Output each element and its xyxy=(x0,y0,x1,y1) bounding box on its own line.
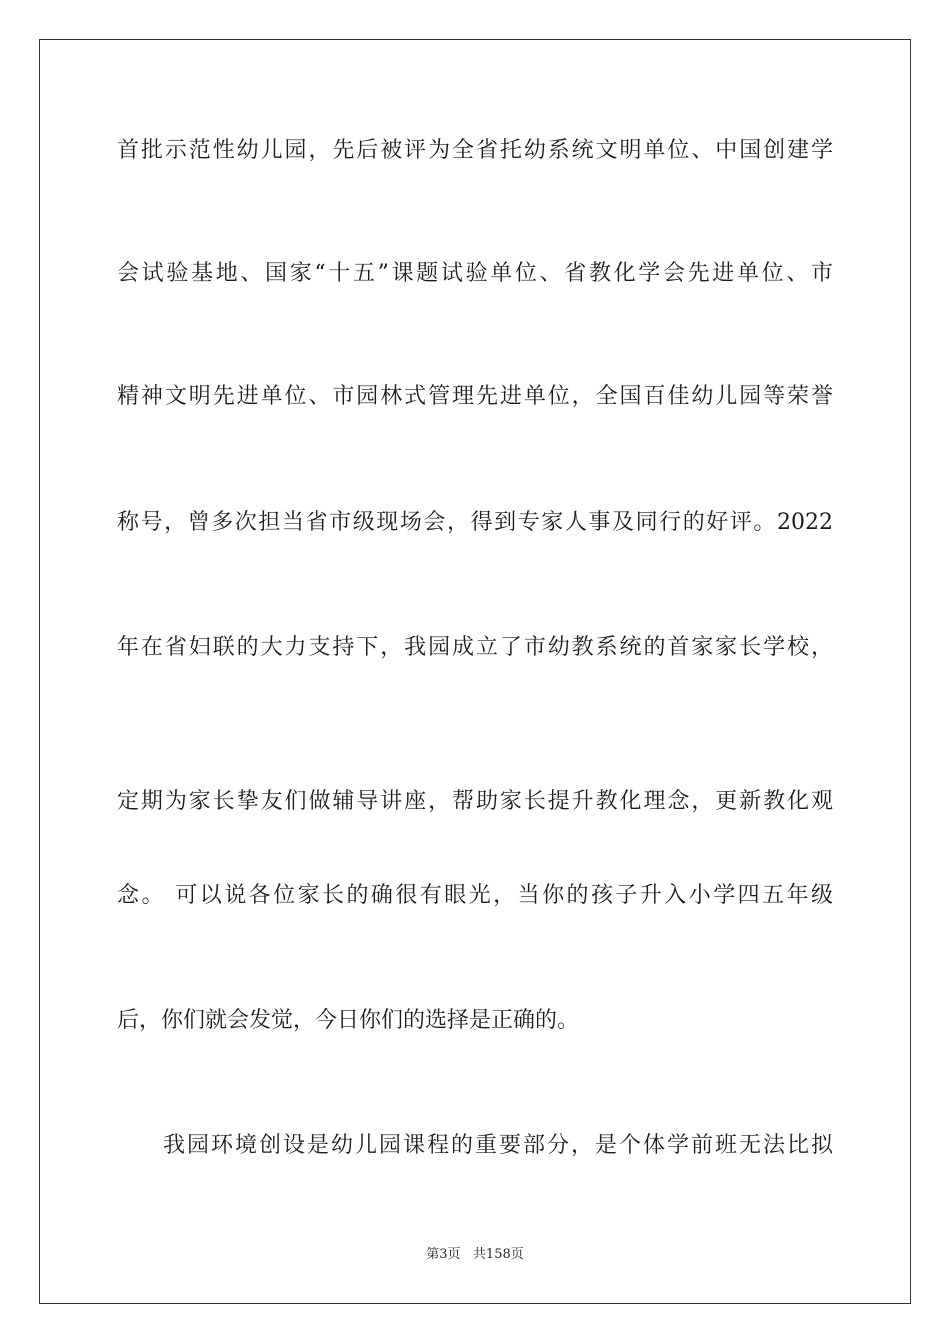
body-text-line-5: 年在省妇联的大力支持下，我园成立了市幼教系统的首家家长学校， xyxy=(117,635,833,660)
body-text-line-7: 念。 可以说各位家长的确很有眼光，当你的孩子升入小学四五年级 xyxy=(117,883,833,908)
body-text-line-1: 首批示范性幼儿园，先后被评为全省托幼系统文明单位、中国创建学 xyxy=(117,138,833,163)
body-text-line-3: 精神文明先进单位、市园林式管理先进单位，全国百佳幼儿园等荣誉 xyxy=(117,384,833,409)
body-text-line-2: 会试验基地、国家“十五”课题试验单位、省教化学会先进单位、市 xyxy=(117,261,833,286)
body-text-line-4: 称号，曾多次担当省市级现场会，得到专家人事及同行的好评。2022 xyxy=(117,510,833,535)
body-text-line-8: 后，你们就会发觉，今日你们的选择是正确的。 xyxy=(117,1008,580,1033)
page-number-footer: 第3页 共158页 xyxy=(426,1247,524,1262)
body-text-line-9: 我园环境创设是幼儿园课程的重要部分，是个体学前班无法比拟 xyxy=(163,1133,833,1158)
page-border xyxy=(39,39,911,1304)
body-text-line-6: 定期为家长挚友们做辅导讲座，帮助家长提升教化理念，更新教化观 xyxy=(117,789,833,814)
